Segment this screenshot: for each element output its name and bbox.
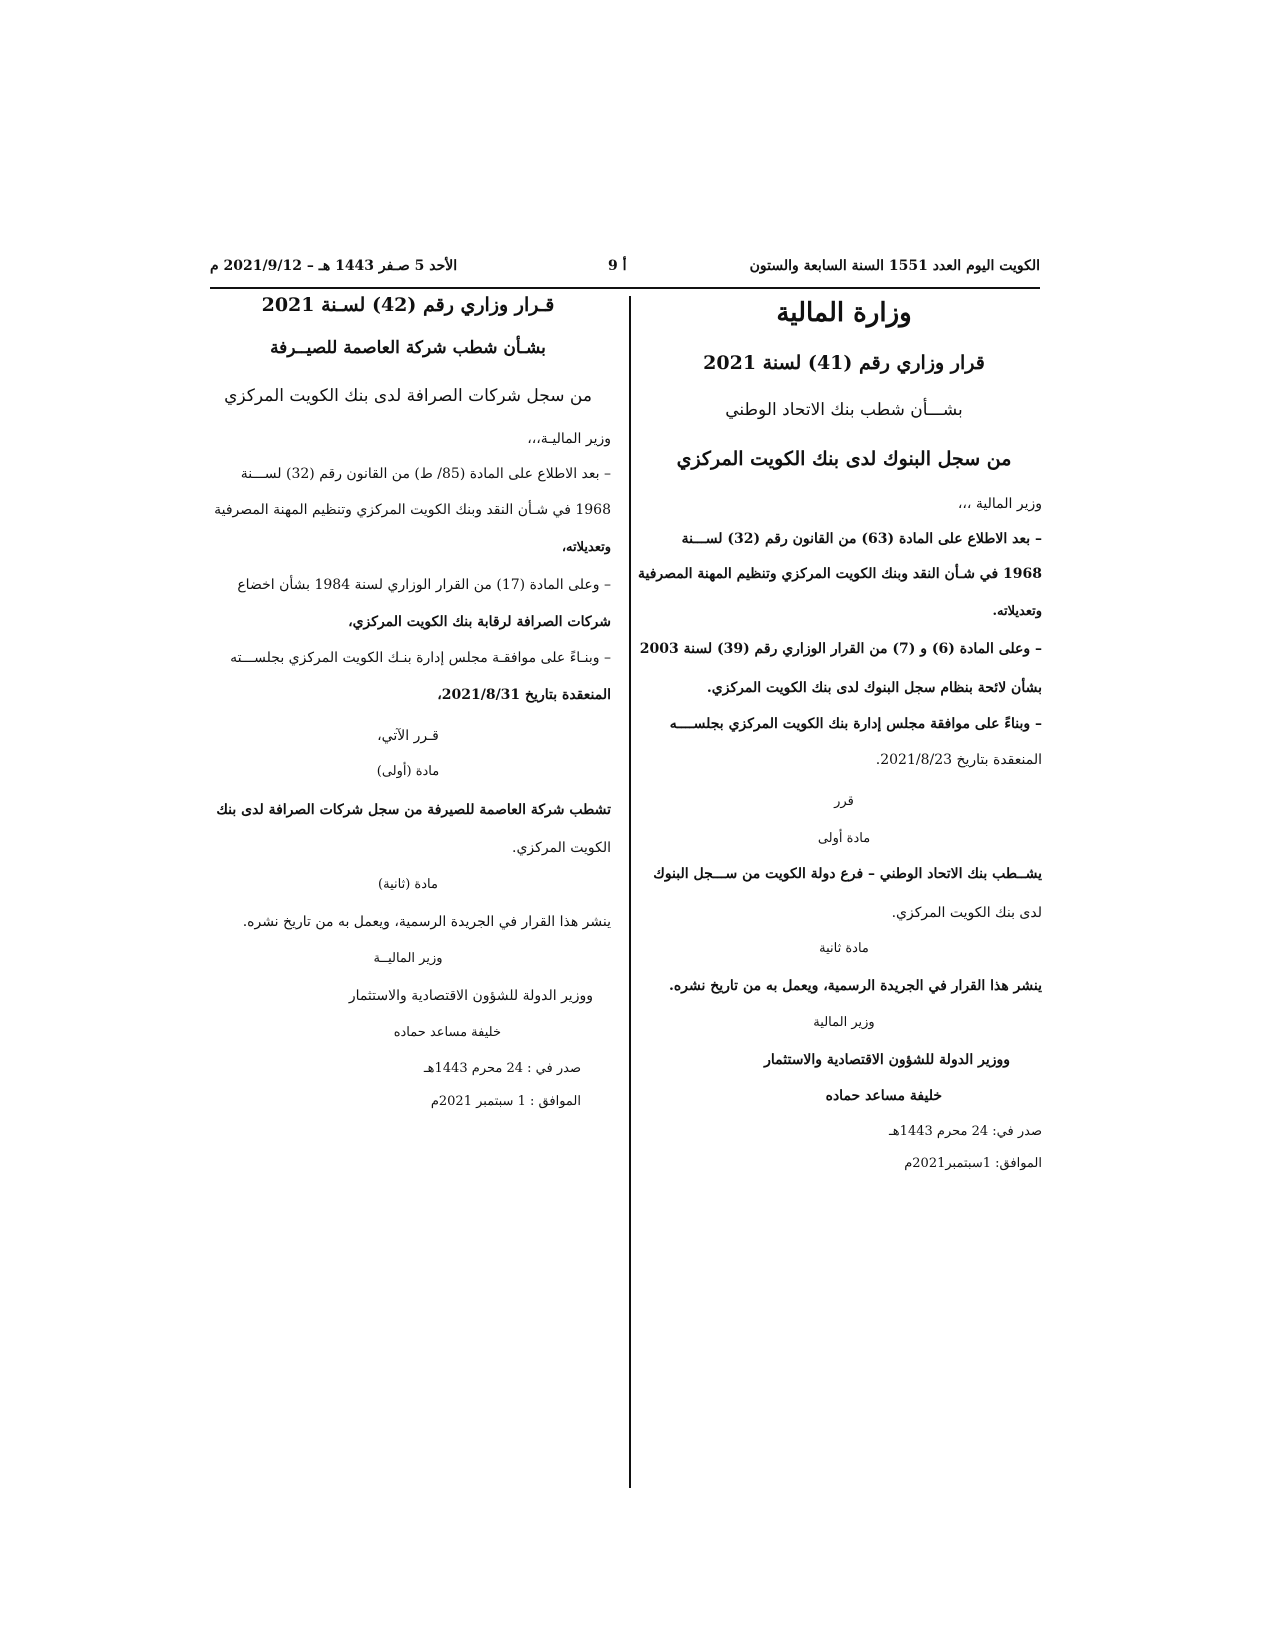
column-divider [629,296,631,1488]
preamble-3-line1: – وبناءً على موافقة مجلس إدارة بنك الكويت المركزي بجلســــه [669,716,1042,732]
preamble-3-line1: – وبنـاءً على موافقـة مجلس إدارة بنـك الكويت المركزي بجلســـته [230,650,611,666]
signatory-title-2: ووزير الدولة للشؤون الاقتصادية والاستثمار [348,988,593,1004]
article-1-line1: يشــطب بنك الاتحاد الوطني – فرع دولة الكويت من ســـجل البنوك [653,866,1042,882]
preamble-2-line1: – وعلى المادة (17) من القرار الوزاري لسنة 1984 بشأن اخضاع [237,577,611,593]
article-1-heading: مادة أولى [817,831,871,846]
signatory-name: خليفة مساعد حماده [393,1025,501,1040]
decree-title: قـرار وزاري رقم (42) لسـنة 2021 [261,294,555,316]
page-number: أ 9 [608,258,627,274]
minister-intro: وزير الماليـة،،، [527,431,611,447]
decided-heading: قـرر الآتي، [377,728,439,744]
article-1-line2: الكويت المركزي. [512,840,611,856]
gazette-issue-info: الكويت اليوم العدد 1551 السنة السابعة والستون [749,258,1040,274]
article-1-line1: تشطب شركة العاصمة للصيرفة من سجل شركات الصرافة لدى بنك [216,802,611,818]
article-2-heading: مادة (ثانية) [378,877,438,892]
preamble-1-line1: – بعد الاطلاع على المادة (85/ ط) من القانون رقم (32) لســـنة [240,466,611,482]
preamble-2-line2: بشأن لائحة بنظام سجل البنوك لدى بنك الكويت المركزي. [706,680,1042,696]
preamble-1-line2: 1968 في شـأن النقد وبنك الكويت المركزي وتنظيم المهنة المصرفية [637,566,1042,582]
preamble-1-line3: وتعديلاته. [992,604,1042,619]
article-1-heading: مادة (أولى) [376,764,440,779]
preamble-2-line2: شركات الصرافة لرقابة بنك الكويت المركزي، [348,614,611,630]
ministry-heading: وزارة المالية [776,298,912,328]
preamble-1-line3: وتعديلاته، [561,540,611,555]
preamble-3-line2: المنعقدة بتاريخ 2021/8/31، [437,687,611,703]
decree-subject-line1: بشـــأن شطب بنك الاتحاد الوطني [725,400,963,420]
page-header [210,258,1040,282]
header-rule [210,287,1040,289]
preamble-1-line1: – بعد الاطلاع على المادة (63) من القانون رقم (32) لســـنة [681,531,1042,547]
preamble-1-line2: 1968 في شـأن النقد وبنك الكويت المركزي وتنظيم المهنة المصرفية [214,502,611,518]
article-2-text: ينشر هذا القرار في الجريدة الرسمية، ويعمل به من تاريخ نشره. [242,914,611,930]
signatory-name: خليفة مساعد حماده [825,1088,942,1104]
minister-intro: وزير المالية ،،، [957,496,1042,512]
signatory-title-2: ووزير الدولة للشؤون الاقتصادية والاستثمار [764,1052,1010,1068]
issue-date-hijri: صدر في : 24 محرم 1443هـ [423,1061,581,1076]
issue-date-gregorian: الموافق: 1سبتمبر2021م [904,1156,1042,1171]
preamble-2-line1: – وعلى المادة (6) و (7) من القرار الوزاري رقم (39) لسنة 2003 [639,641,1042,657]
signatory-title: وزير الماليــة [373,951,443,966]
preamble-3-line2: المنعقدة بتاريخ 2021/8/23. [875,752,1042,768]
decree-subject-line1: بشـأن شطب شركة العاصمة للصيــرفة [270,338,546,358]
decree-subject-line2: من سجل شركات الصرافة لدى بنك الكويت المركزي [224,386,592,406]
signatory-title: وزير المالية [813,1015,875,1030]
decree-title: قرار وزاري رقم (41) لسنة 2021 [703,352,985,374]
article-1-line2: لدى بنك الكويت المركزي. [891,905,1042,921]
issue-date: الأحد 5 صـفر 1443 هـ – 2021/9/12 م [210,258,458,274]
article-2-heading: مادة ثانية [819,941,869,956]
issue-date-gregorian: الموافق : 1 سبتمبر 2021م [430,1094,581,1109]
decided-heading: قرر [834,794,854,809]
article-2-text: ينشر هذا القرار في الجريدة الرسمية، ويعمل به من تاريخ نشره. [669,978,1042,994]
issue-date-hijri: صدر في: 24 محرم 1443هـ [889,1124,1042,1139]
decree-subject-line2: من سجل البنوك لدى بنك الكويت المركزي [676,448,1012,470]
